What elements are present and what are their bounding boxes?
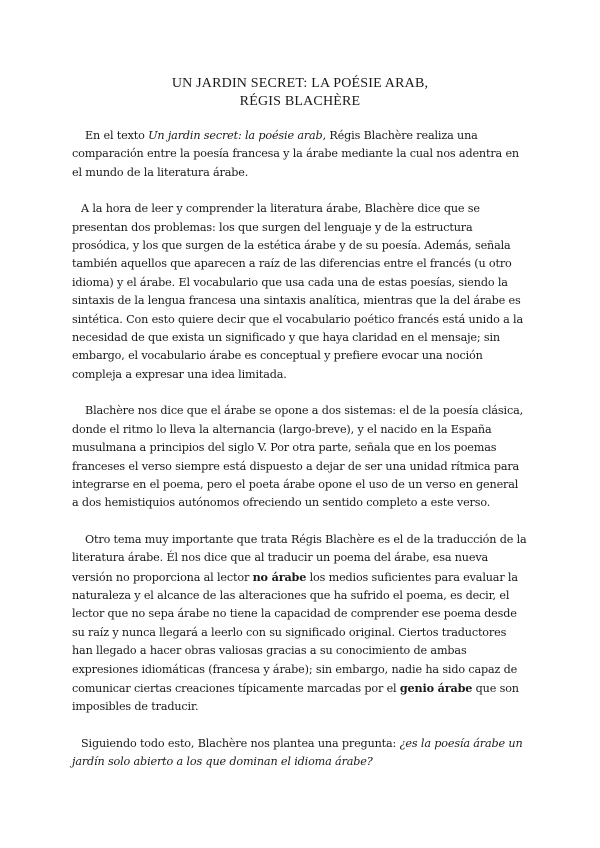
- paragraph-question-text-a: Siguiendo todo esto, Blachère nos plantea una pregunta:: [81, 736, 400, 750]
- paragraph-translation-text-e: que son imposibles de traducir.: [72, 681, 519, 714]
- paragraph-intro-text-a: En el texto: [85, 129, 149, 142]
- closing-question: ¿es la poesía árabe un jardín solo abierto a los que dominan el idioma árabe?: [72, 736, 523, 769]
- paragraph-question: [72, 735, 528, 772]
- title-line-2: RÉGIS BLACHÈRE: [239, 94, 361, 109]
- emphasis-genio-arabe: genio árabe: [399, 680, 473, 695]
- emphasis-no-arabe: no árabe: [252, 569, 307, 584]
- paragraph-translation: [72, 531, 528, 717]
- paragraph-problems: [72, 200, 528, 384]
- document-title: [0, 75, 600, 111]
- document-body: [72, 127, 528, 790]
- paragraph-problems-text: A la hora de leer y comprender la literatura árabe, Blachère dice que se presentan dos problemas: los que surgen del lenguaje y de la estructura prosódica, y los que surgen de la estética árabe y de su poesía. Además, señala también aquellos que aparecen a raíz de las diferencias entre el francés (u otro idioma) y el árabe. El vocabulario que usa cada una de estas poesías, siendo la sintaxis de la lengua francesa una sintaxis analítica, mientras que la del árabe es sintética. Con esto quiere decir que el vocabulario poético francés está unido a la necesidad de que exista un significado y que haya claridad en el mensaje; sin embargo, el vocabulario árabe es conceptual y prefiere evocar una noción compleja a expresar una idea limitada.: [72, 202, 523, 381]
- paragraph-translation-text-a: Otro tema muy importante que trata Régis Blachère es el de la traducción de la literatura árabe. Él nos dice que al traducir un poema del árabe, esa nueva versión no proporciona al lector: [72, 532, 527, 584]
- paragraph-intro: [72, 127, 528, 182]
- paragraph-systems-text: Blachère nos dice que el árabe se opone a dos sistemas: el de la poesía clásica, donde el ritmo lo lleva la alternancia (largo-breve), y el nacido en la España musulmana a principios del siglo V. Por otra parte, señala que en los poemas franceses el verso siempre está dispuesto a dejar de ser una unidad rítmica para integrarse en el poema, pero el poeta árabe opone el uso de un verso en general a dos hemistiquios autónomos ofreciendo un sentido completo a este verso.: [72, 404, 523, 510]
- paragraph-intro-text-c: , Régis Blachère realiza una comparación entre la poesía francesa y la árabe mediante la cual nos adentra en el mundo de la literatura árabe.: [72, 129, 519, 179]
- book-title-reference: Un jardin secret: la poésie arab: [148, 129, 323, 142]
- paragraph-systems: [72, 402, 528, 512]
- paragraph-translation-text-c: los medios suficientes para evaluar la naturaleza y el alcance de las alteraciones que ha sufrido el poema, es decir, el lector que no sepa árabe no tiene la capacidad de comprender ese poema desde su raíz y nunca llegará a leerlo con su significado original. Ciertos traductores han llegado a hacer obras valiosas gracias a su conocimiento de ambas expresiones idiomáticas (francesa y árabe); sin embargo, nadie ha sido capaz de comunicar ciertas creaciones típicamente marcadas por el: [72, 570, 518, 695]
- title-line-1: UN JARDIN SECRET: LA POÉSIE ARAB,: [171, 76, 429, 91]
